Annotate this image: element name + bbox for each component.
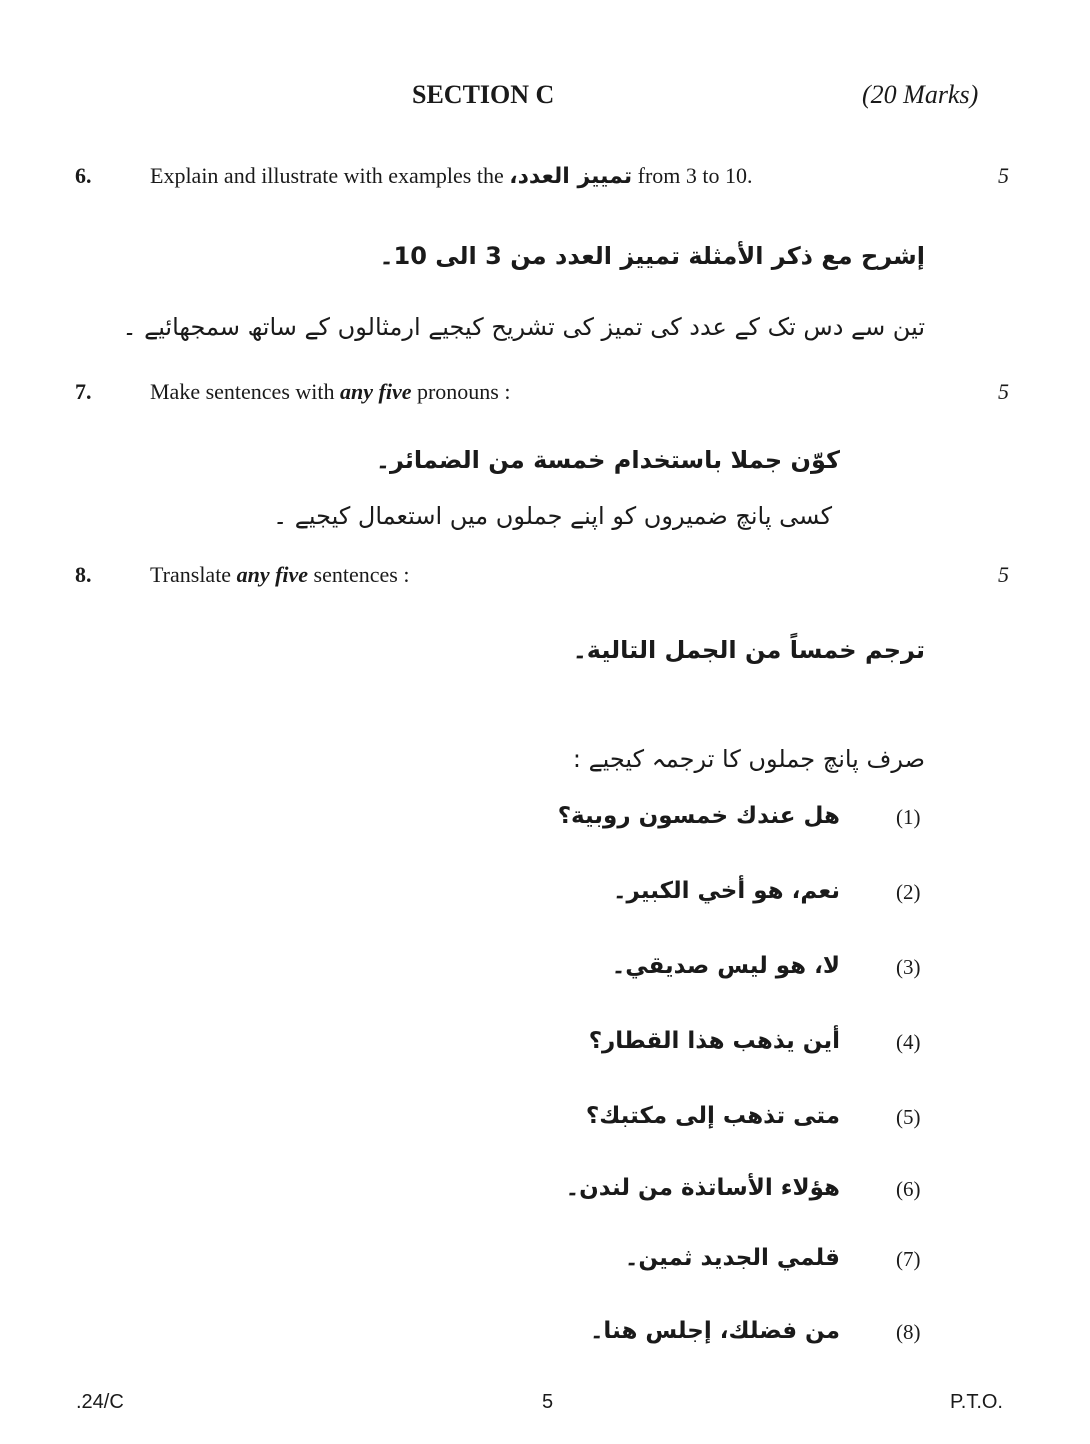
sentence-number: (6): [896, 1177, 921, 1201]
sentence-number: (7): [896, 1247, 921, 1271]
sentence-number: (4): [896, 1030, 921, 1054]
question-8-text-before: Translate: [150, 562, 237, 587]
sentence-text: متى تذهب إلى مكتبك؟: [585, 1103, 840, 1129]
sentence-text: من فضلك، إجلس هنا۔: [589, 1318, 840, 1344]
question-7-text-before: Make sentences with: [150, 379, 340, 404]
sentence-text: نعم، هو أخي الكبير۔: [613, 878, 840, 904]
sentence-text: قلمي الجديد ثمين۔: [624, 1245, 840, 1271]
question-7-text-after: pronouns :: [411, 379, 511, 404]
question-8-marks: 5: [998, 562, 1009, 587]
footer-pto: P.T.O.: [950, 1391, 1003, 1413]
question-7-text: [150, 379, 510, 405]
sentence-number: (1): [896, 805, 921, 829]
question-8-text: [150, 562, 409, 588]
question-8-arabic: ترجم خمساً من الجمل التالية۔: [572, 636, 925, 664]
sentence-number: (3): [896, 955, 921, 979]
sentence-number: (2): [896, 880, 921, 904]
question-8-number: 8.: [75, 562, 92, 587]
question-8-urdu: صرف پانچ جملوں کا ترجمہ کیجیے :: [572, 745, 925, 773]
question-6-text: [150, 163, 753, 189]
section-title: SECTION C: [412, 80, 555, 109]
question-8-text-emph: any five: [236, 562, 309, 587]
sentence-text: هل عندك خمسون روبية؟: [557, 803, 840, 829]
question-6-urdu: تین سے دس تک کے عدد کی تمیز کی تشریح کیجیے ارمثالوں کے ساتھ سمجھائیے ۔: [122, 313, 925, 341]
question-7-urdu: کسی پانچ ضمیروں کو اپنے جملوں میں استعمال کیجیے ۔: [273, 502, 832, 530]
sentence-number: (5): [896, 1105, 921, 1129]
sentence-text: لا، هو ليس صديقي۔: [611, 953, 840, 979]
section-marks: (20 Marks): [862, 80, 979, 109]
sentence-text: أين يذهب هذا القطار؟: [588, 1028, 840, 1054]
question-6-number: 6.: [75, 163, 92, 188]
footer-code: .24/C: [76, 1391, 124, 1413]
question-6-text-arabic: تمييز العدد،: [509, 164, 633, 189]
footer-page-number: 5: [542, 1391, 554, 1413]
question-6-text-before: Explain and illustrate with examples the: [150, 163, 510, 188]
question-7-marks: 5: [998, 379, 1009, 404]
question-7-number: 7.: [75, 379, 92, 404]
question-7-text-emph: any five: [340, 379, 412, 404]
question-6-marks: 5: [998, 163, 1009, 188]
question-8-text-after: sentences :: [308, 562, 410, 587]
sentence-number: (8): [896, 1320, 921, 1344]
question-7-arabic: كوّن جملا باستخدام خمسة من الضمائر۔: [375, 446, 840, 474]
sentence-text: هؤلاء الأساتذة من لندن۔: [565, 1175, 840, 1201]
question-6-arabic: إشرح مع ذكر الأمثلة تمييز العدد من 3 الى 10۔: [379, 242, 925, 270]
question-6-text-after: from 3 to 10.: [632, 163, 753, 188]
